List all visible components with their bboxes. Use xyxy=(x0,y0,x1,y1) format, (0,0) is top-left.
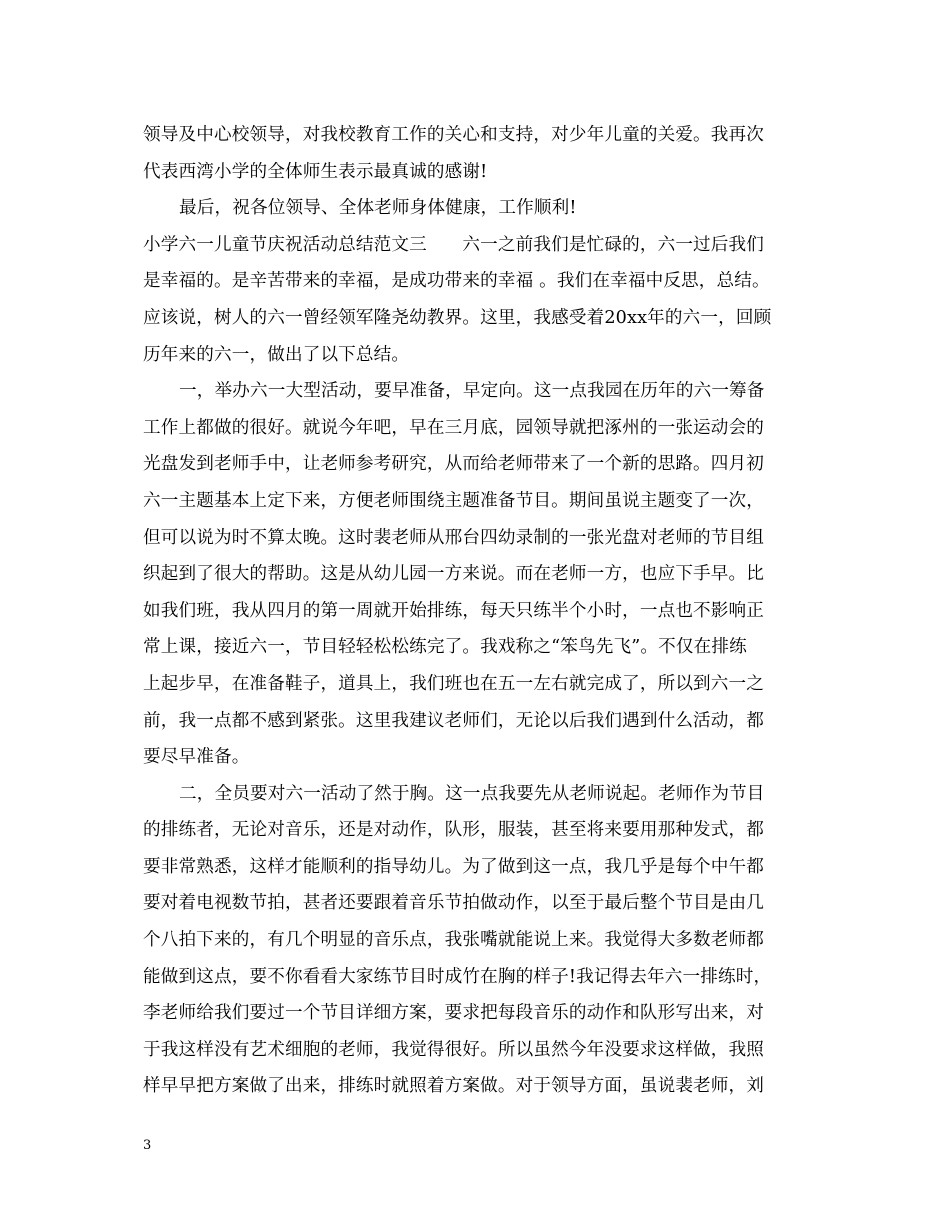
text-line: 一，举办六一大型活动，要早准备，早定向。这一点我园在历年的六一筹备 xyxy=(179,381,765,402)
text-line: 工作上都做的很好。就说今年吧，早在三月底，园领导就把涿州的一张运动会的 xyxy=(143,417,765,438)
text-line: 历年来的六一，做出了以下总结。 xyxy=(143,344,410,365)
page-number: 3 xyxy=(143,1138,152,1153)
text-line: 要非常熟悉，这样才能顺利的指导幼儿。为了做到这一点，我几乎是每个中午都 xyxy=(143,856,765,877)
text-line: 上起步早，在准备鞋子，道具上，我们班也在五一左右就完成了，所以到六一之 xyxy=(143,673,765,694)
text-line: 织起到了很大的帮助。这是从幼儿园一方来说。而在老师一方，也应下手早。比 xyxy=(143,564,765,585)
text-line: 前，我一点都不感到紧张。这里我建议老师们，无论以后我们遇到什么活动，都 xyxy=(143,710,765,731)
text-line: 样早早把方案做了出来，排练时就照着方案做。对于领导方面，虽说裴老师，刘 xyxy=(143,1076,765,1097)
text-line: 代表西湾小学的全体师生表示最真诚的感谢! xyxy=(143,161,488,182)
text-line: 常上课，接近六一，节目轻轻松松练完了。我戏称之“笨鸟先飞”。不仅在排练 xyxy=(143,637,747,658)
text-line: 于我这样没有艺术细胞的老师，我觉得很好。所以虽然今年没要求这样做，我照 xyxy=(143,1039,765,1060)
text-line: 个八拍下来的，有几个明显的音乐点，我张嘴就能说上来。我觉得大多数老师都 xyxy=(143,930,765,951)
text-line: 要尽早准备。 xyxy=(143,747,250,768)
text-line: 领导及中心校领导，对我校教育工作的关心和支持，对少年儿童的关爱。我再次 xyxy=(143,125,765,145)
text-line: 能做到这点，要不你看看大家练节目时成竹在胸的样子!我记得去年六一排练时， xyxy=(143,966,772,987)
text-line: 要对着电视数节拍，甚者还要跟着音乐节拍做动作，以至于最后整个节目是由几 xyxy=(143,893,765,914)
text-line: 光盘发到老师手中，让老师参考研究，从而给老师带来了一个新的思路。四月初 xyxy=(143,454,765,475)
text-line: 如我们班，我从四月的第一周就开始排练，每天只练半个小时，一点也不影响正 xyxy=(143,600,765,621)
text-line: 但可以说为时不算太晚。这时裴老师从邢台四幼录制的一张光盘对老师的节目组 xyxy=(143,527,765,548)
text-line: 二，全员要对六一活动了然于胸。这一点我要先从老师说起。老师作为节目 xyxy=(179,783,765,804)
text-line: 是幸福的。是辛苦带来的幸福，是成功带来的幸福 。我们在幸福中反思，总结。 xyxy=(143,271,770,292)
text-line: 小学六一儿童节庆祝活动总结范文三 六一之前我们是忙碌的，六一过后我们 xyxy=(143,234,765,255)
text-line: 六一主题基本上定下来，方便老师围绕主题准备节目。期间虽说主题变了一次， xyxy=(143,490,765,511)
document-body xyxy=(143,117,807,1105)
text-line: 的排练者，无论对音乐，还是对动作，队形，服装，甚至将来要用那种发式，都 xyxy=(143,820,765,841)
text-line: 李老师给我们要过一个节目详细方案，要求把每段音乐的动作和队形写出来，对 xyxy=(143,1003,765,1024)
text-line: 应该说，树人的六一曾经领军隆尧幼教界。这里，我感受着20xx年的六一，回顾 xyxy=(143,307,772,328)
text-line: 最后，祝各位领导、全体老师身体健康，工作顺利! xyxy=(179,198,577,219)
